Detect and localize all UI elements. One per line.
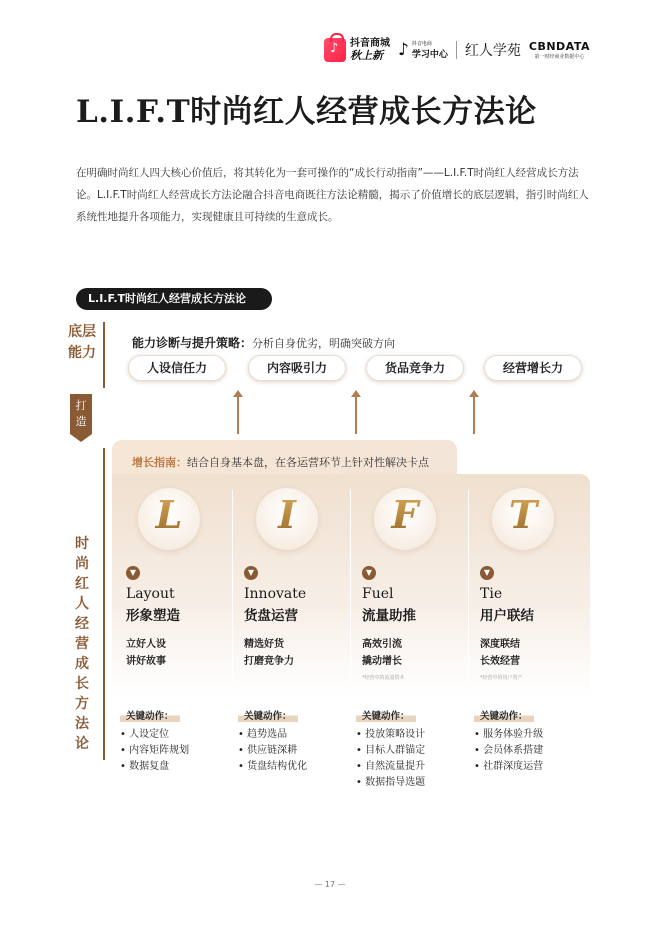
list-item: • 数据复盘 [120,759,232,775]
shopping-bag-icon [324,38,346,62]
side-line-top [103,322,105,388]
key-actions-label: 关键动作： [356,708,416,722]
pillar-letter: F [374,492,436,537]
list-item: • 目标人群锚定 [356,743,468,759]
ability-pill-persona: 人设信任力 [128,355,226,381]
logo-divider [456,41,457,59]
pillar-points [126,636,166,670]
key-actions-layout [120,704,232,775]
pillar-en-name: Tie [480,586,503,602]
pillar-cn-name: 货盘运营 [244,608,298,624]
growth-desc: 结合自身基本盘，在各运营环节上针对性解决卡点 [187,456,429,469]
diagnosis-title: 能力诊断与提升策略： [132,336,253,350]
hongren-academy-logo: 红人学苑 [464,43,521,59]
pillar-tie [470,488,580,688]
pillar-letter: T [492,492,554,537]
chevron-down-icon: ▼ [362,566,376,580]
pillar-point: 讲好故事 [126,656,166,667]
list-item: • 投放策略设计 [356,727,468,743]
side-line-bottom [103,448,105,760]
list-item: • 自然流量提升 [356,759,468,775]
key-actions-list [474,727,586,775]
letter-badge [256,488,318,550]
pillar-footnote: *经营中的用户资产 [480,675,523,681]
diagnosis-heading [132,334,395,351]
list-item: • 社群深度运营 [474,759,586,775]
list-item: • 数据指导选题 [356,775,468,791]
pillar-cn-name: 形象塑造 [126,608,180,624]
letter-badge [374,488,436,550]
list-item: • 人设定位 [120,727,232,743]
key-actions-list [120,727,232,775]
list-item: • 内容矩阵规划 [120,743,232,759]
growth-title: 增长指南： [132,456,187,469]
pillar-layout [116,488,226,688]
logo2-main: 学习中心 [411,50,448,60]
column-divider [232,490,233,686]
pillar-letter: I [256,492,318,537]
list-item: • 供应链深耕 [238,743,350,759]
arrow-up-icon [473,396,475,434]
pillar-point: 精选好货 [244,639,284,650]
side-label-top-text: 底层能力 [68,324,96,361]
column-divider [350,490,351,686]
chevron-down-icon: ▼ [480,566,494,580]
pillar-point: 深度联结 [480,639,520,650]
douyin-mall-logo [324,38,390,62]
arrow-up-icon [355,396,357,434]
cbndata-sub: 第一财经商业数据中心 [534,54,585,60]
connector-text: 打造 [75,399,87,428]
douyin-note-icon: ♪ [398,39,409,60]
arrow-up-icon [237,396,239,434]
logo2-small: 抖音电商 [411,41,432,47]
page-title: L.I.F.T时尚红人经营成长方法论 [76,94,537,130]
pillar-letter: L [138,492,200,537]
logo1-line1: 抖音商城 [350,38,390,49]
list-item: • 货盘结构优化 [238,759,350,775]
pillar-cn-name: 用户联结 [480,608,534,624]
side-label-bottom-text: 时尚红人经营成长方法论 [75,536,89,752]
side-label-top [66,322,98,392]
pillar-cn-name: 流量助推 [362,608,416,624]
key-actions-label: 关键动作： [474,708,534,722]
pillar-point: 立好人设 [126,639,166,650]
diagnosis-desc: 分析自身优劣，明确突破方向 [252,337,396,350]
pillar-en-name: Innovate [244,586,307,602]
letter-badge [492,488,554,550]
chevron-down-icon: ▼ [126,566,140,580]
pillar-innovate [234,488,344,688]
key-actions-label: 关键动作： [120,708,180,722]
pillar-en-name: Fuel [362,586,394,602]
learning-center-logo [398,39,448,61]
connector-tag [70,394,92,434]
ability-pill-content: 内容吸引力 [248,355,346,381]
chevron-down-icon: ▼ [244,566,258,580]
list-item: • 趋势选品 [238,727,350,743]
ability-pill-product: 货品竞争力 [366,355,464,381]
pillar-en-name: Layout [126,586,175,602]
header-logos [324,38,590,62]
growth-heading [132,454,429,470]
pillar-point: 打磨竞争力 [244,656,294,667]
key-actions-label: 关键动作： [238,708,298,722]
intro-paragraph: 在明确时尚红人四大核心价值后，将其转化为一套可操作的“成长行动指南”——L.I.F.T时尚红人经营成长方法论。L.I.F.T时尚红人经营成长方法论融合抖音电商既往方法论精髓，揭示了价值增长的底层逻辑，指引时尚红人系统性地提升各项能力，实现健康且可持续的生意成长。 [76,167,589,223]
key-actions-fuel [356,704,468,791]
pillar-point: 撬动增长 [362,656,402,667]
section-label: L.I.F.T时尚红人经营成长方法论 [76,288,272,310]
logo1-line2: 秋上新 [350,49,383,62]
list-item: • 会员体系搭建 [474,743,586,759]
key-actions-innovate [238,704,350,775]
key-actions-list [356,727,468,791]
pillar-points [480,636,520,670]
list-item: • 服务体验升级 [474,727,586,743]
ability-pill-growth: 经营增长力 [484,355,582,381]
pillar-point: 长效经营 [480,656,520,667]
key-actions-list [238,727,350,775]
side-label-bottom [66,534,98,752]
pillar-point: 高效引流 [362,639,402,650]
pillar-footnote: *经营中的流量资本 [362,675,405,681]
letter-badge [138,488,200,550]
page-number: — 17 — [314,880,346,889]
pillar-points [244,636,294,670]
pillar-fuel [352,488,462,688]
key-actions-tie [474,704,586,775]
cbndata-logo [529,40,590,60]
pillar-points [362,636,402,670]
cbndata-main: CBNDATA [528,40,590,53]
column-divider [468,490,469,686]
